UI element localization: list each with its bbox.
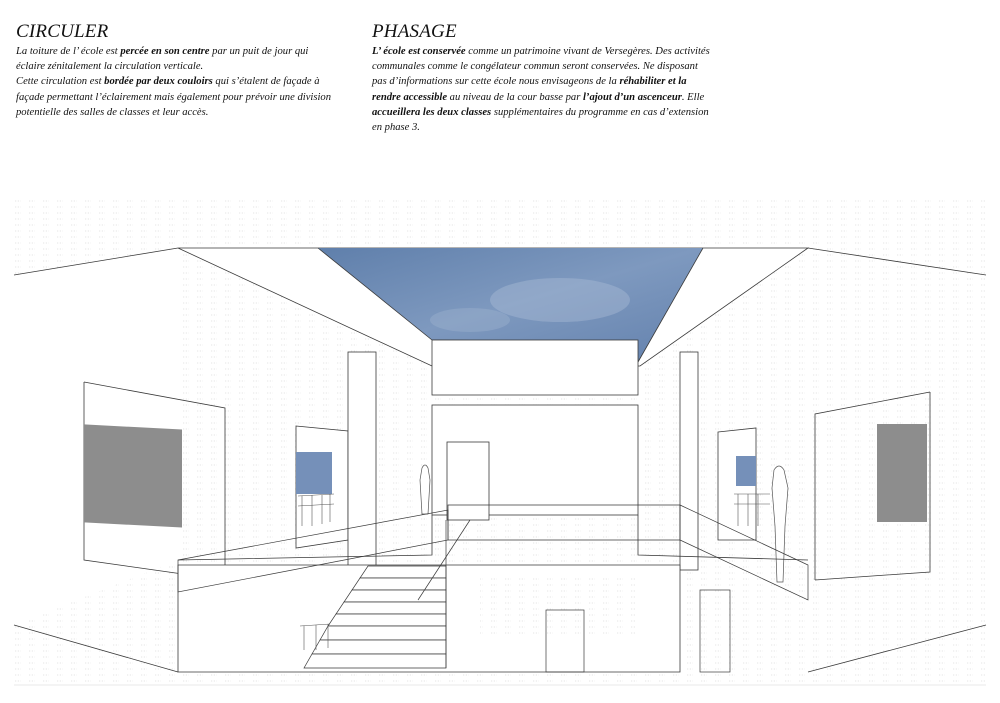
text-emphasis: percée en son centre bbox=[120, 46, 210, 57]
text-emphasis: réhabiliter et la rendre accessible bbox=[372, 76, 687, 103]
phasage-section bbox=[372, 22, 712, 135]
left-column bbox=[348, 352, 376, 572]
circuler-title: CIRCULER bbox=[16, 21, 109, 42]
perspective-section-drawing bbox=[0, 195, 1000, 703]
text-run: comme un patrimoine vivant de Versegères. Des activités communales comme le congélateur commun seront conservées. Ne disposant pas d’informations sur cette école nous envisageons de la bbox=[372, 46, 710, 88]
left-window-sky bbox=[296, 452, 332, 494]
text-emphasis: L’ école est conservée bbox=[372, 46, 466, 57]
back-doorway bbox=[447, 442, 489, 520]
right-panel bbox=[877, 424, 927, 522]
circuler-text bbox=[16, 44, 336, 120]
text-run: par un puit de jour qui éclaire zénitalement la circulation verticale. bbox=[16, 46, 309, 73]
text-run: supplémentaires du programme en cas d’extension en phase 3. bbox=[372, 106, 709, 134]
circuler-section bbox=[16, 22, 336, 120]
right-column bbox=[680, 352, 698, 570]
text-emphasis: l’ajout d’un ascenceur bbox=[582, 91, 682, 103]
skylight-shaft bbox=[432, 340, 638, 395]
phasage-text bbox=[372, 44, 712, 135]
text-run: Cette circulation est bbox=[16, 76, 105, 88]
person-silhouette bbox=[420, 465, 430, 514]
left-panel bbox=[84, 424, 182, 527]
text-run: . Elle bbox=[681, 91, 705, 103]
text-emphasis: bordée par deux couloirs bbox=[104, 76, 213, 88]
text-run: au niveau de la cour basse par bbox=[447, 91, 583, 103]
right-window-sky bbox=[736, 456, 756, 486]
text-run: La toiture de l’ école est bbox=[16, 46, 121, 57]
text-emphasis: accueillera les deux classes bbox=[372, 106, 492, 118]
text-run: qui s’étalent de façade à façade permettant l’éclairement mais également pour prévoir une division potentielle des salles de classes et leur accès. bbox=[16, 76, 331, 118]
phasage-title: PHASAGE bbox=[372, 21, 457, 42]
